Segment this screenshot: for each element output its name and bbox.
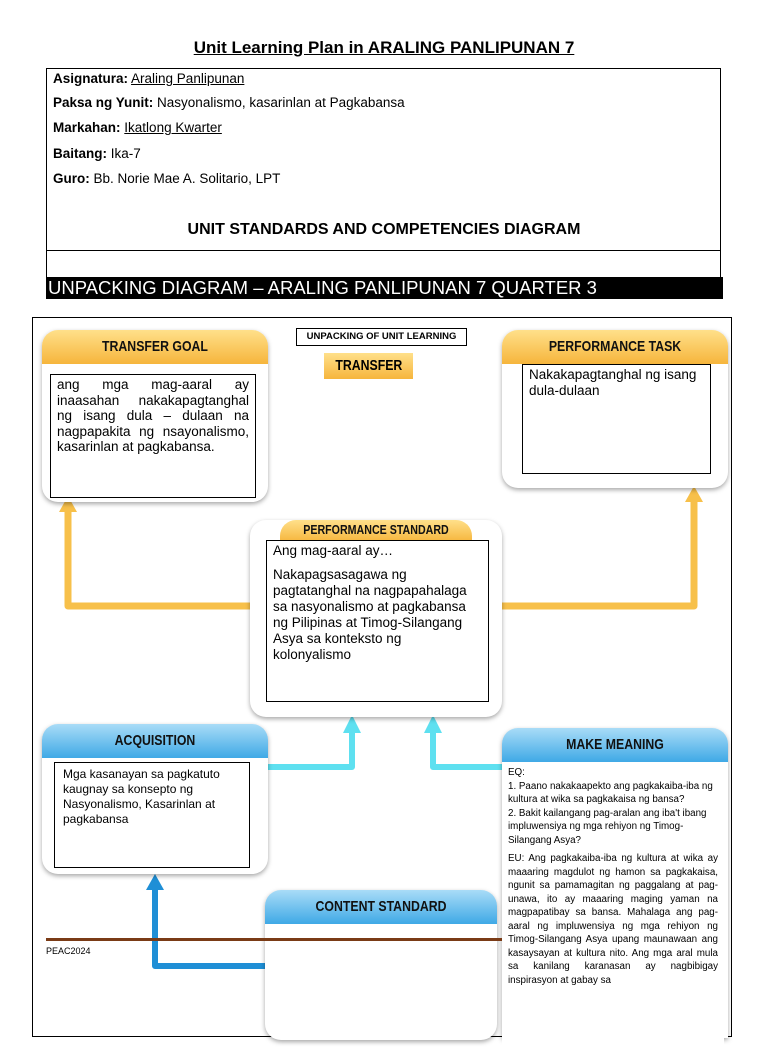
content-standard-header: CONTENT STANDARD xyxy=(315,898,447,915)
transfer-goal-header-bar xyxy=(42,330,268,364)
transfer-label xyxy=(324,353,413,379)
blue-arrow xyxy=(155,886,265,966)
asignatura-value: Araling Panlipunan xyxy=(131,71,245,86)
performance-standard-header-bar xyxy=(280,520,472,542)
performance-standard-text: Nakapagsasagawa ng pagtatanghal na nagpapahalaga sa nasyonalismo at pagkabansa ng Pilipinas at Timog-Silangang Asya sa konteksto ng kolonyalismo xyxy=(273,567,467,662)
blue-arrowhead xyxy=(146,874,164,890)
markahan-value: Ikatlong Kwarter xyxy=(124,120,222,135)
performance-standard-intro: Ang mag-aaral ay… xyxy=(273,543,394,558)
performance-standard-text-box xyxy=(266,540,489,702)
asignatura-label: Asignatura: xyxy=(53,71,129,86)
performance-standard-card xyxy=(250,520,502,717)
transfer-goal-card xyxy=(42,330,268,502)
make-meaning-header: MAKE MEANING xyxy=(566,736,664,753)
eq-question-2: 2. Bakit kailangang pag-aralan ang iba't ibang impluwensiya ng mga rehiyon ng Timog-Silangang Asya? xyxy=(508,807,707,846)
baitang-value: Ika-7 xyxy=(110,146,141,161)
orange-arrowhead-right xyxy=(685,486,703,502)
cyan-arrowhead-right xyxy=(424,715,442,733)
baitang-label: Baitang: xyxy=(53,146,107,161)
cyan-arrowhead-left xyxy=(343,715,361,733)
cyan-arrow-left xyxy=(268,730,352,767)
paksa-label: Paksa ng Yunit: xyxy=(53,95,154,110)
markahan-label: Markahan: xyxy=(53,120,121,135)
performance-task-header-bar xyxy=(502,330,728,364)
guro-label: Guro: xyxy=(53,171,90,186)
cyan-arrow-right xyxy=(433,730,502,767)
document-title: Unit Learning Plan in ARALING PANLIPUNAN 7 xyxy=(193,38,575,57)
performance-task-text: Nakakapagtanghal ng isang dula-dulaan xyxy=(522,364,711,474)
performance-standard-header: PERFORMANCE STANDARD xyxy=(303,522,449,537)
acquisition-card xyxy=(42,724,268,874)
content-standard-card xyxy=(265,890,497,1040)
make-meaning-header-bar xyxy=(502,728,728,762)
orange-arrow-left xyxy=(68,508,250,606)
content-standard-header-bar xyxy=(265,890,497,924)
unpacking-label: UNPACKING OF UNIT LEARNING xyxy=(296,328,467,346)
diagram-heading: UNIT STANDARDS AND COMPETENCIES DIAGRAM xyxy=(187,221,581,238)
acquisition-header-bar xyxy=(42,724,268,758)
transfer-label-text: TRANSFER xyxy=(335,357,402,374)
make-meaning-card xyxy=(502,728,728,1038)
acquisition-header: ACQUISITION xyxy=(114,732,196,749)
transfer-goal-header: TRANSFER GOAL xyxy=(102,338,208,355)
footer-rule xyxy=(46,938,502,941)
acquisition-text: Mga kasanayan sa pagkatuto kaugnay sa konsepto ng Nasyonalismo, Kasarinlan at pagkabansa xyxy=(54,762,250,868)
eu-text: EU: Ang pagkakaiba-iba ng kultura at wika ay maaaring magdulot ng hamon sa pagkakaisa, ngunit sa pamamagitan ng paggalang at pag-unawa, ito ay maaaring maging yaman na magpapatibay sa bansa. Mahalaga ang pag-aaral ng impluwensiya ng mga rehiyon ng Timog-Silangang Asya upang maunawaan ang kasaysayan at kultura nito. Ang mga aral mula sa kanilang karanasan ay nagbibigay inspirasyon at gabay sa xyxy=(508,853,718,986)
unpacking-banner: UNPACKING DIAGRAM – ARALING PANLIPUNAN 7 QUARTER 3 xyxy=(46,277,723,299)
eq-label: EQ: xyxy=(508,767,525,778)
make-meaning-text xyxy=(502,762,724,1062)
guro-value: Bb. Norie Mae A. Solitario, LPT xyxy=(93,171,281,186)
paksa-value: Nasyonalismo, kasarinlan at Pagkabansa xyxy=(157,95,405,110)
transfer-goal-text: ang mga mag-aaral ay inaasahan nakakapagtanghal ng isang dula – dulaan na nagpapakita ng nsayonalismo, kasarinlan at pagkabansa. xyxy=(50,374,256,498)
footer-label: PEAC2024 xyxy=(46,946,91,956)
orange-arrow-right xyxy=(502,498,694,606)
performance-task-header: PERFORMANCE TASK xyxy=(548,338,682,355)
eq-question-1: 1. Paano nakakaapekto ang pagkakaiba-iba ng kultura at wika sa pagkakaisa ng bansa? xyxy=(508,780,713,805)
performance-task-card xyxy=(502,330,728,488)
